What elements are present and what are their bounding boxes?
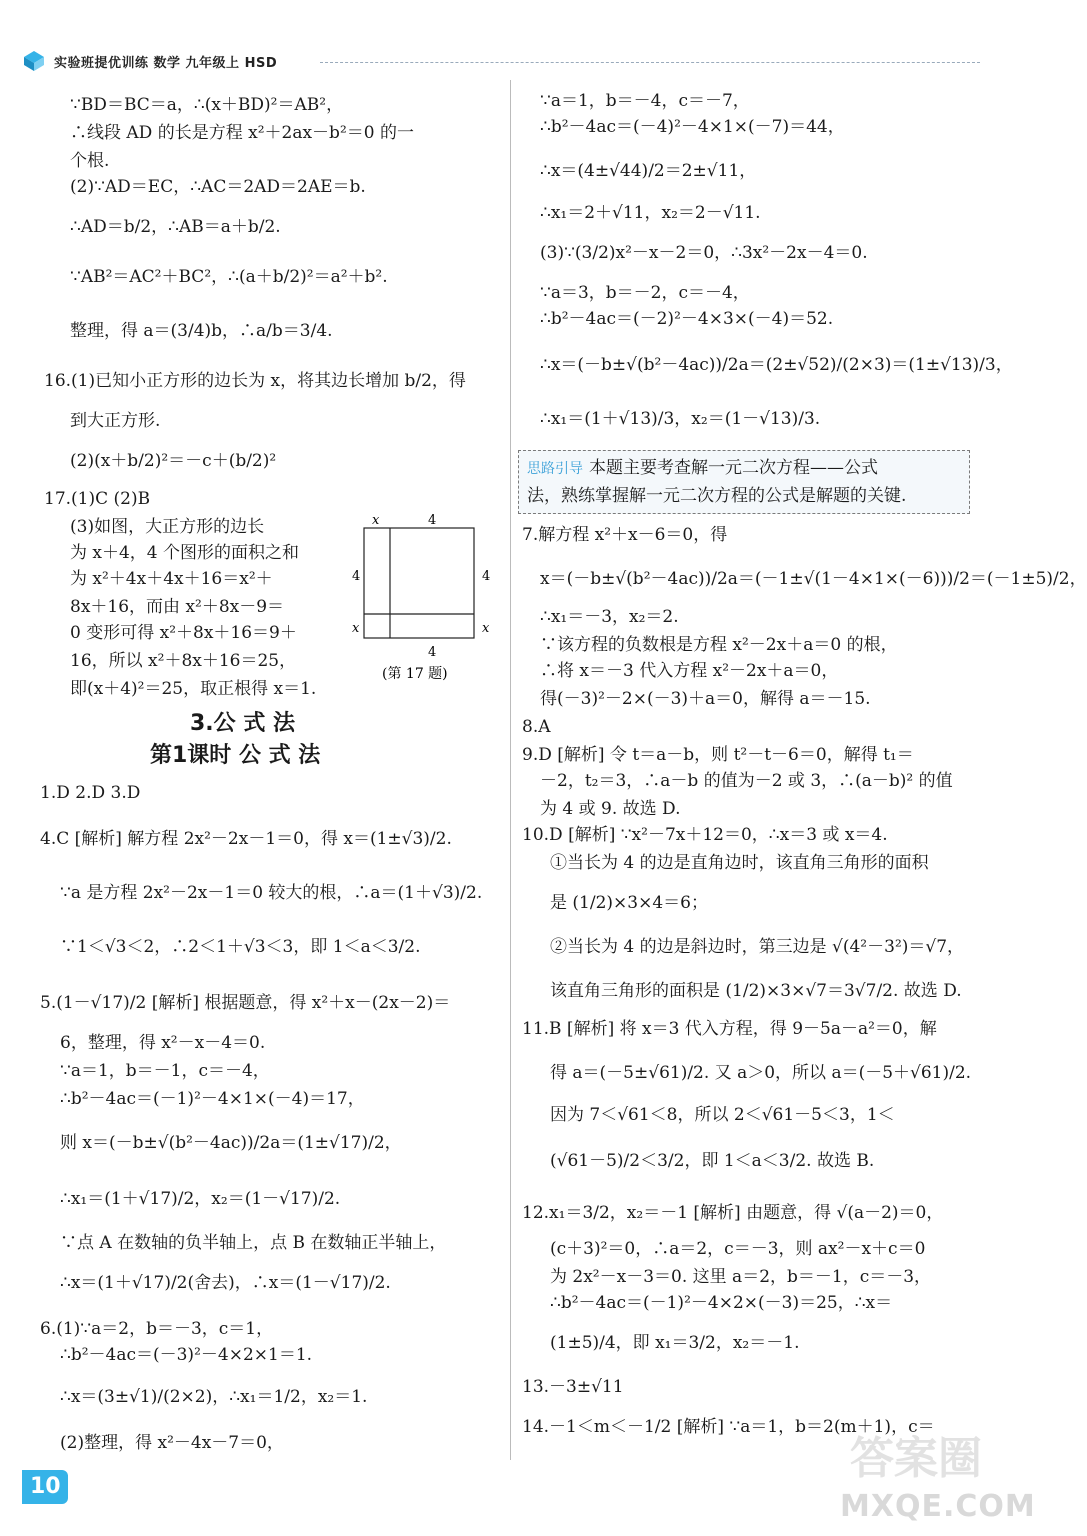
text-line: ∵AB²＝AC²＋BC²，∴(a＋b/2)²＝a²＋b². — [70, 267, 388, 287]
text-line: 整理，得 a＝(3/4)b，∴a/b＝3/4. — [70, 321, 333, 341]
text-line: 得 a＝(－5±√61)/2. 又 a＞0，所以 a＝(－5＋√61)/2. — [550, 1063, 972, 1083]
text-line: ∴b²－4ac＝(－1)²－4×1×(－4)＝17， — [60, 1089, 365, 1109]
question-1-3: 1.D 2.D 3.D — [40, 783, 141, 803]
text-line: ∵该方程的负数根是方程 x²－2x＋a＝0 的根， — [540, 635, 898, 655]
text-line: ∴x₁＝(1＋√13)/3，x₂＝(1－√13)/3. — [540, 409, 821, 429]
text-line: (2)(x＋b/2)²＝－c＋(b/2)² — [70, 451, 277, 471]
text-line: 0 变形可得 x²＋8x＋16＝9＋ — [70, 623, 297, 643]
question-17: 17.(1)C (2)B — [44, 489, 151, 509]
text-line: ∵BD＝BC＝a，∴(x＋BD)²＝AB²， — [70, 95, 344, 115]
text-line: 16，所以 x²＋8x＋16＝25， — [70, 651, 297, 671]
text-line: 为 x＋4，4 个图形的面积之和 — [70, 543, 300, 563]
text-line: ∴线段 AD 的长是方程 x²＋2ax－b²＝0 的一 — [70, 123, 414, 143]
section-title: 3.公 式 法 — [190, 711, 295, 736]
hint-text: 法，熟练掌握解一元二次方程的公式是解题的关键. — [527, 486, 907, 506]
text-line: ∴x＝(3±√1)/(2×2)，∴x₁＝1/2，x₂＝1. — [60, 1387, 368, 1407]
question-12: 12.x₁＝3/2，x₂＝－1 [解析] 由题意，得 √(a－2)＝0， — [522, 1203, 944, 1223]
text-line: 到大正方形. — [70, 411, 161, 431]
text-line: 得(－3)²－2×(－3)＋a＝0，解得 a＝－15. — [540, 689, 871, 709]
figure-caption: (第 17 题) — [382, 666, 448, 682]
text-line: 为 x²＋4x＋4x＋16＝x²＋ — [70, 569, 273, 589]
text-line: (3)如图，大正方形的边长 — [70, 517, 265, 537]
text-line: 因为 7＜√61＜8，所以 2＜√61－5＜3，1＜ — [550, 1105, 895, 1125]
text-line: 为 2x²－x－3＝0. 这里 a＝2，b＝－1，c＝－3， — [550, 1267, 932, 1287]
figure-label: x — [482, 621, 490, 636]
header-divider — [320, 62, 980, 63]
header-title: 实验班提优训练 数学 九年级上 HSD — [54, 55, 278, 71]
text-line: ∵a 是方程 2x²－2x－1＝0 较大的根，∴a＝(1＋√3)/2. — [60, 883, 483, 903]
text-line: ∴x＝(1＋√17)/2(舍去)，∴x＝(1－√17)/2. — [60, 1273, 391, 1293]
book-logo-icon — [22, 49, 46, 73]
figure-label: x — [352, 621, 360, 636]
column-divider — [510, 80, 511, 1460]
watermark-url: MXQE.COM — [840, 1489, 1036, 1524]
text-line: (c＋3)²＝0，∴a＝2，c＝－3，则 ax²－x＋c＝0 — [550, 1239, 926, 1259]
question-9: 9.D [解析] 令 t＝a－b，则 t²－t－6＝0，解得 t₁＝ — [522, 745, 914, 765]
figure-label: 4 — [352, 569, 361, 584]
question-4: 4.C [解析] 解方程 2x²－2x－1＝0，得 x＝(1±√3)/2. — [40, 829, 452, 849]
hint-tag: 思路引导 — [527, 461, 583, 477]
page-header — [22, 48, 277, 74]
text-line: ∴b²－4ac＝(－4)²－4×1×(－7)＝44， — [540, 117, 845, 137]
text-line: ∴将 x＝－3 代入方程 x²－2x＋a＝0， — [540, 661, 839, 681]
hint-box — [518, 450, 970, 514]
text-line: (2)整理，得 x²－4x－7＝0， — [60, 1433, 284, 1453]
text-line: ∵a＝1，b＝－1，c＝－4， — [60, 1061, 270, 1081]
watermark-logo: 答案圈 — [850, 1433, 982, 1484]
question-5: 5.(1－√17)/2 [解析] 根据题意，得 x²＋x－(2x－2)＝ — [40, 993, 451, 1013]
hint-text: 本题主要考查解一元二次方程——公式 — [589, 458, 878, 478]
page-number — [22, 1470, 72, 1506]
text-line: ∵a＝1，b＝－4，c＝－7， — [540, 91, 750, 111]
text-line: 则 x＝(－b±√(b²－4ac))/2a＝(1±√17)/2， — [60, 1133, 402, 1153]
text-line: 是 (1/2)×3×4＝6； — [550, 893, 708, 913]
text-line: ∵点 A 在数轴的负半轴上，点 B 在数轴正半轴上， — [60, 1233, 447, 1253]
square-diagram — [352, 510, 502, 690]
text-line: ∴b²－4ac＝(－1)²－4×2×(－3)＝25，∴x＝ — [550, 1293, 893, 1313]
page-number-text: 10 — [30, 1474, 61, 1499]
text-line: ∴b²－4ac＝(－2)²－4×3×(－4)＝52. — [540, 309, 834, 329]
text-line: ∴AD＝b/2，∴AB＝a＋b/2. — [70, 217, 281, 237]
question-14: 14.－1＜m＜－1/2 [解析] ∵a＝1，b＝2(m＋1)，c＝ — [522, 1417, 935, 1437]
text-line: ∵1＜√3＜2，∴2＜1＋√3＜3，即 1＜a＜3/2. — [60, 937, 421, 957]
question-10: 10.D [解析] ∵x²－7x＋12＝0，∴x＝3 或 x＝4. — [522, 825, 888, 845]
figure-label: 4 — [428, 513, 437, 528]
hint-line — [527, 455, 878, 482]
question-6: 6.(1)∵a＝2，b＝－3，c＝1， — [40, 1319, 274, 1339]
question-16: 16.(1)已知小正方形的边长为 x，将其边长增加 b/2，得 — [44, 371, 466, 391]
text-line: ①当长为 4 的边是直角边时，该直角三角形的面积 — [550, 853, 929, 873]
text-line: 即(x＋4)²＝25，取正根得 x＝1. — [70, 679, 317, 699]
section-subtitle: 第1课时 公 式 法 — [150, 743, 321, 768]
text-line: ∴x₁＝2＋√11，x₂＝2－√11. — [540, 203, 761, 223]
text-line: (3)∵(3/2)x²－x－2＝0，∴3x²－2x－4＝0. — [540, 243, 868, 263]
text-line: 8x＋16，而由 x²＋8x－9＝ — [70, 597, 285, 617]
text-line: (1±5)/4，即 x₁＝3/2，x₂＝－1. — [550, 1333, 800, 1353]
text-line: 为 4 或 9. 故选 D. — [540, 799, 681, 819]
text-line: 6，整理，得 x²－x－4＝0. — [60, 1033, 266, 1053]
text-line: ∴x₁＝－3，x₂＝2. — [540, 607, 679, 627]
text-line: x＝(－b±√(b²－4ac))/2a＝(－1±√(1－4×1×(－6)))/2＝(－1±5)/2， — [540, 569, 1087, 589]
text-line: (√61－5)/2＜3/2，即 1＜a＜3/2. 故选 B. — [550, 1151, 875, 1171]
figure-label: x — [372, 513, 380, 528]
question-7: 7.解方程 x²＋x－6＝0，得 — [522, 525, 728, 545]
text-line: 该直角三角形的面积是 (1/2)×3×√7＝3√7/2. 故选 D. — [550, 981, 962, 1001]
text-line: (2)∵AD＝EC，∴AC＝2AD＝2AE＝b. — [70, 177, 366, 197]
figure-label: 4 — [482, 569, 491, 584]
question-8: 8.A — [522, 717, 551, 737]
text-line: ∵a＝3，b＝－2，c＝－4， — [540, 283, 750, 303]
text-line: ∴b²－4ac＝(－3)²－4×2×1＝1. — [60, 1345, 313, 1365]
text-line: ∴x＝(4±√44)/2＝2±√11， — [540, 161, 757, 181]
watermark — [840, 1420, 1036, 1530]
text-line: ∴x＝(－b±√(b²－4ac))/2a＝(2±√52)/(2×3)＝(1±√13)/3， — [540, 355, 1013, 375]
text-line: ∴x₁＝(1＋√17)/2，x₂＝(1－√17)/2. — [60, 1189, 341, 1209]
text-line: ②当长为 4 的边是斜边时，第三边是 √(4²－3²)＝√7， — [550, 937, 965, 957]
text-line: 个根. — [70, 151, 110, 171]
text-line: －2，t₂＝3，∴a－b 的值为－2 或 3，∴(a－b)² 的值 — [540, 771, 953, 791]
question-11: 11.B [解析] 将 x＝3 代入方程，得 9－5a－a²＝0，解 — [522, 1019, 937, 1039]
question-13: 13.－3±√11 — [522, 1377, 624, 1397]
figure-label: 4 — [428, 645, 437, 660]
